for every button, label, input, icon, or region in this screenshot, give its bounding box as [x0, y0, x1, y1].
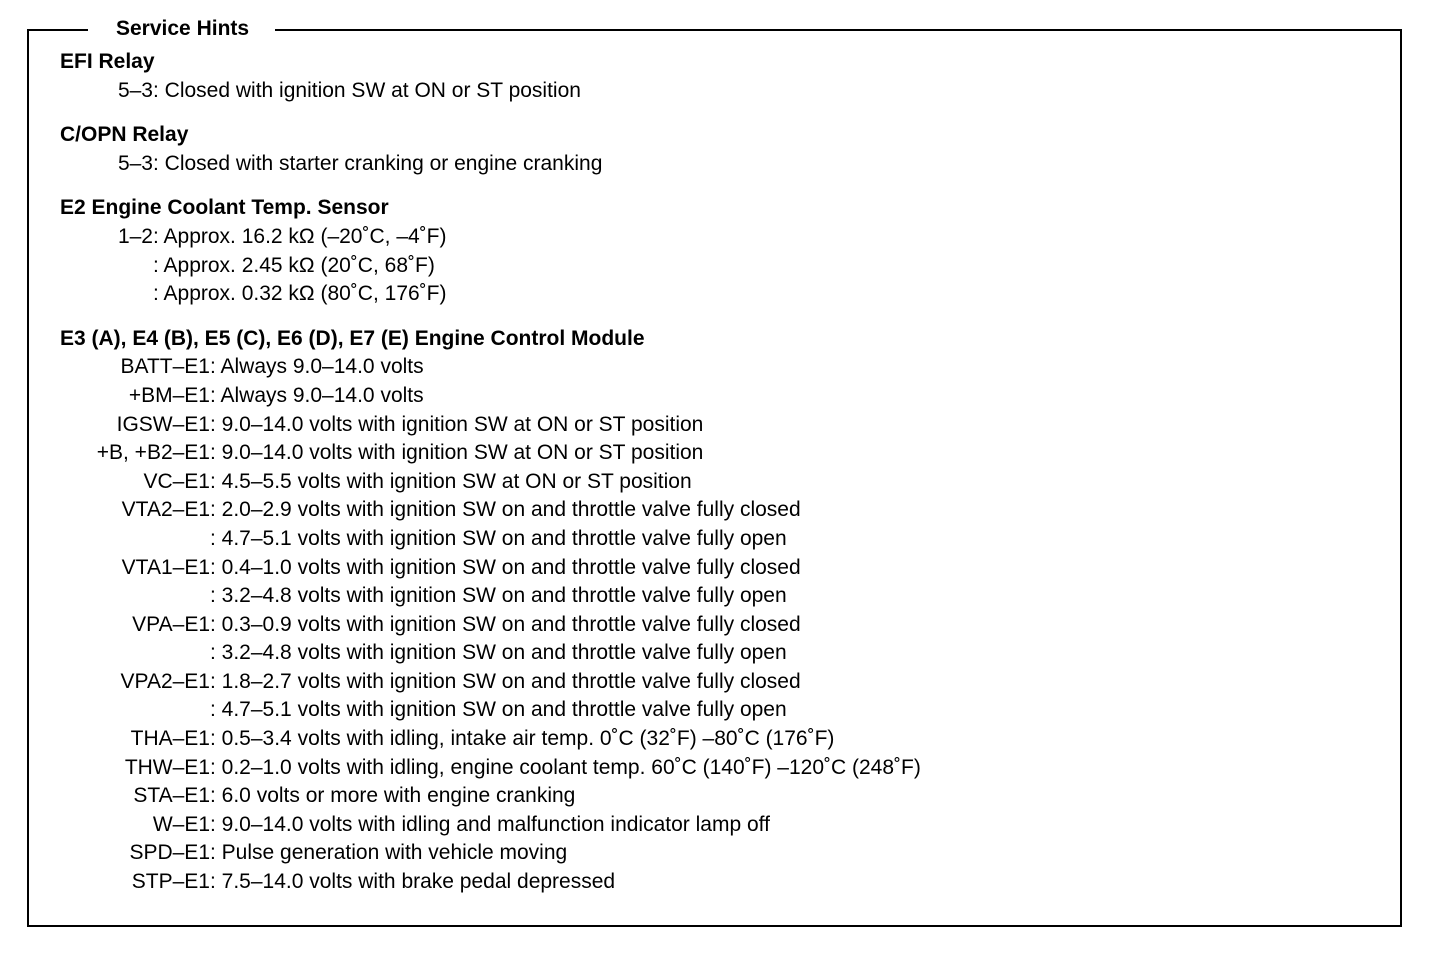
spec-value: : 0.5–3.4 volts with idling, intake air temp. 0˚C (32˚F) –80˚C (176˚F)	[210, 727, 835, 751]
spec-row	[60, 439, 921, 468]
terminal-label	[60, 696, 210, 725]
spec-row	[60, 582, 921, 611]
spec-value: : Always 9.0–14.0 volts	[210, 355, 424, 379]
spec-value: : Pulse generation with vehicle moving	[210, 841, 568, 865]
terminal-label	[60, 525, 210, 554]
spec-row	[60, 782, 921, 811]
terminal-label: IGSW–E1	[116, 412, 210, 436]
terminal-label: +B, +B2–E1	[96, 441, 210, 465]
spec-row	[60, 150, 921, 179]
terminal-label	[60, 252, 153, 281]
terminal-label: VPA–E1	[132, 612, 210, 636]
section-title: E2 Engine Coolant Temp. Sensor	[60, 196, 389, 220]
section-engine-control-module	[60, 325, 921, 897]
terminal-label	[60, 639, 210, 668]
spec-value: : Closed with starter cranking or engine cranking	[153, 151, 603, 175]
terminal-label: VPA2–E1	[120, 669, 210, 693]
spec-value: : 4.7–5.1 volts with ignition SW on and throttle valve fully open	[210, 526, 787, 550]
section-title: EFI Relay	[60, 50, 155, 73]
spec-value: : 0.4–1.0 volts with ignition SW on and throttle valve fully closed	[210, 555, 801, 579]
frame-title: Service Hints	[88, 14, 275, 44]
terminal-label: STP–E1	[131, 870, 210, 894]
spec-row	[60, 754, 921, 783]
spec-value: : 2.0–2.9 volts with ignition SW on and throttle valve fully closed	[210, 498, 801, 522]
section-title: E3 (A), E4 (B), E5 (C), E6 (D), E7 (E) Engine Control Module	[60, 326, 645, 350]
spec-value: : 4.5–5.5 volts with ignition SW at ON or ST position	[210, 469, 692, 493]
section-coolant-temp-sensor	[60, 194, 921, 308]
spec-value: : Approx. 16.2 kΩ (–20˚C, –4˚F)	[153, 224, 447, 248]
spec-value: : 9.0–14.0 volts with ignition SW at ON or ST position	[210, 441, 704, 465]
spec-row	[60, 668, 921, 697]
spec-row	[60, 353, 921, 382]
spec-row	[60, 496, 921, 525]
terminal-label: VTA1–E1	[121, 555, 210, 579]
spec-row	[60, 839, 921, 868]
spec-value: : Approx. 2.45 kΩ (20˚C, 68˚F)	[153, 253, 435, 277]
spec-value: : 1.8–2.7 volts with ignition SW on and throttle valve fully closed	[210, 669, 801, 693]
spec-value: : 0.2–1.0 volts with idling, engine coolant temp. 60˚C (140˚F) –120˚C (248˚F)	[210, 755, 921, 779]
terminal-label: SPD–E1	[129, 841, 210, 865]
spec-row	[60, 811, 921, 840]
spec-value: : 6.0 volts or more with engine cranking	[210, 784, 576, 808]
spec-row	[60, 77, 921, 106]
service-hints-content	[60, 48, 921, 897]
terminal-label: THW–E1	[124, 755, 210, 779]
spec-row	[60, 280, 921, 309]
spec-value: : Closed with ignition SW at ON or ST position	[153, 78, 581, 102]
spec-row	[60, 868, 921, 897]
terminal-label: BATT–E1	[120, 355, 210, 379]
terminal-label: 5–3	[117, 78, 153, 102]
terminal-label: 1–2	[117, 224, 153, 248]
terminal-label	[60, 280, 153, 309]
spec-value: : 9.0–14.0 volts with ignition SW at ON or ST position	[210, 412, 704, 436]
spec-value: : 3.2–4.8 volts with ignition SW on and throttle valve fully open	[210, 584, 787, 608]
spec-row	[60, 382, 921, 411]
spec-row	[60, 696, 921, 725]
spec-row	[60, 725, 921, 754]
spec-value: : 4.7–5.1 volts with ignition SW on and throttle valve fully open	[210, 698, 787, 722]
section-efi-relay	[60, 48, 921, 105]
terminal-label: 5–3	[117, 151, 153, 175]
spec-row	[60, 411, 921, 440]
spec-row	[60, 554, 921, 583]
section-copn-relay	[60, 121, 921, 178]
spec-row	[60, 611, 921, 640]
spec-row	[60, 639, 921, 668]
terminal-label: THA–E1	[130, 727, 210, 751]
spec-value: : 0.3–0.9 volts with ignition SW on and throttle valve fully closed	[210, 612, 801, 636]
spec-row	[60, 223, 921, 252]
spec-row	[60, 525, 921, 554]
spec-value: : 3.2–4.8 volts with ignition SW on and throttle valve fully open	[210, 641, 787, 665]
terminal-label: +BM–E1	[128, 383, 210, 407]
terminal-label	[60, 582, 210, 611]
terminal-label: VC–E1	[143, 469, 210, 493]
spec-value: : 7.5–14.0 volts with brake pedal depressed	[210, 870, 616, 894]
terminal-label: W–E1	[152, 812, 210, 836]
terminal-label: VTA2–E1	[121, 498, 210, 522]
spec-value: : Approx. 0.32 kΩ (80˚C, 176˚F)	[153, 282, 447, 306]
spec-row	[60, 252, 921, 281]
spec-value: : Always 9.0–14.0 volts	[210, 383, 424, 407]
section-title: C/OPN Relay	[60, 123, 189, 147]
spec-row	[60, 468, 921, 497]
terminal-label: STA–E1	[133, 784, 210, 808]
spec-value: : 9.0–14.0 volts with idling and malfunction indicator lamp off	[210, 812, 770, 836]
